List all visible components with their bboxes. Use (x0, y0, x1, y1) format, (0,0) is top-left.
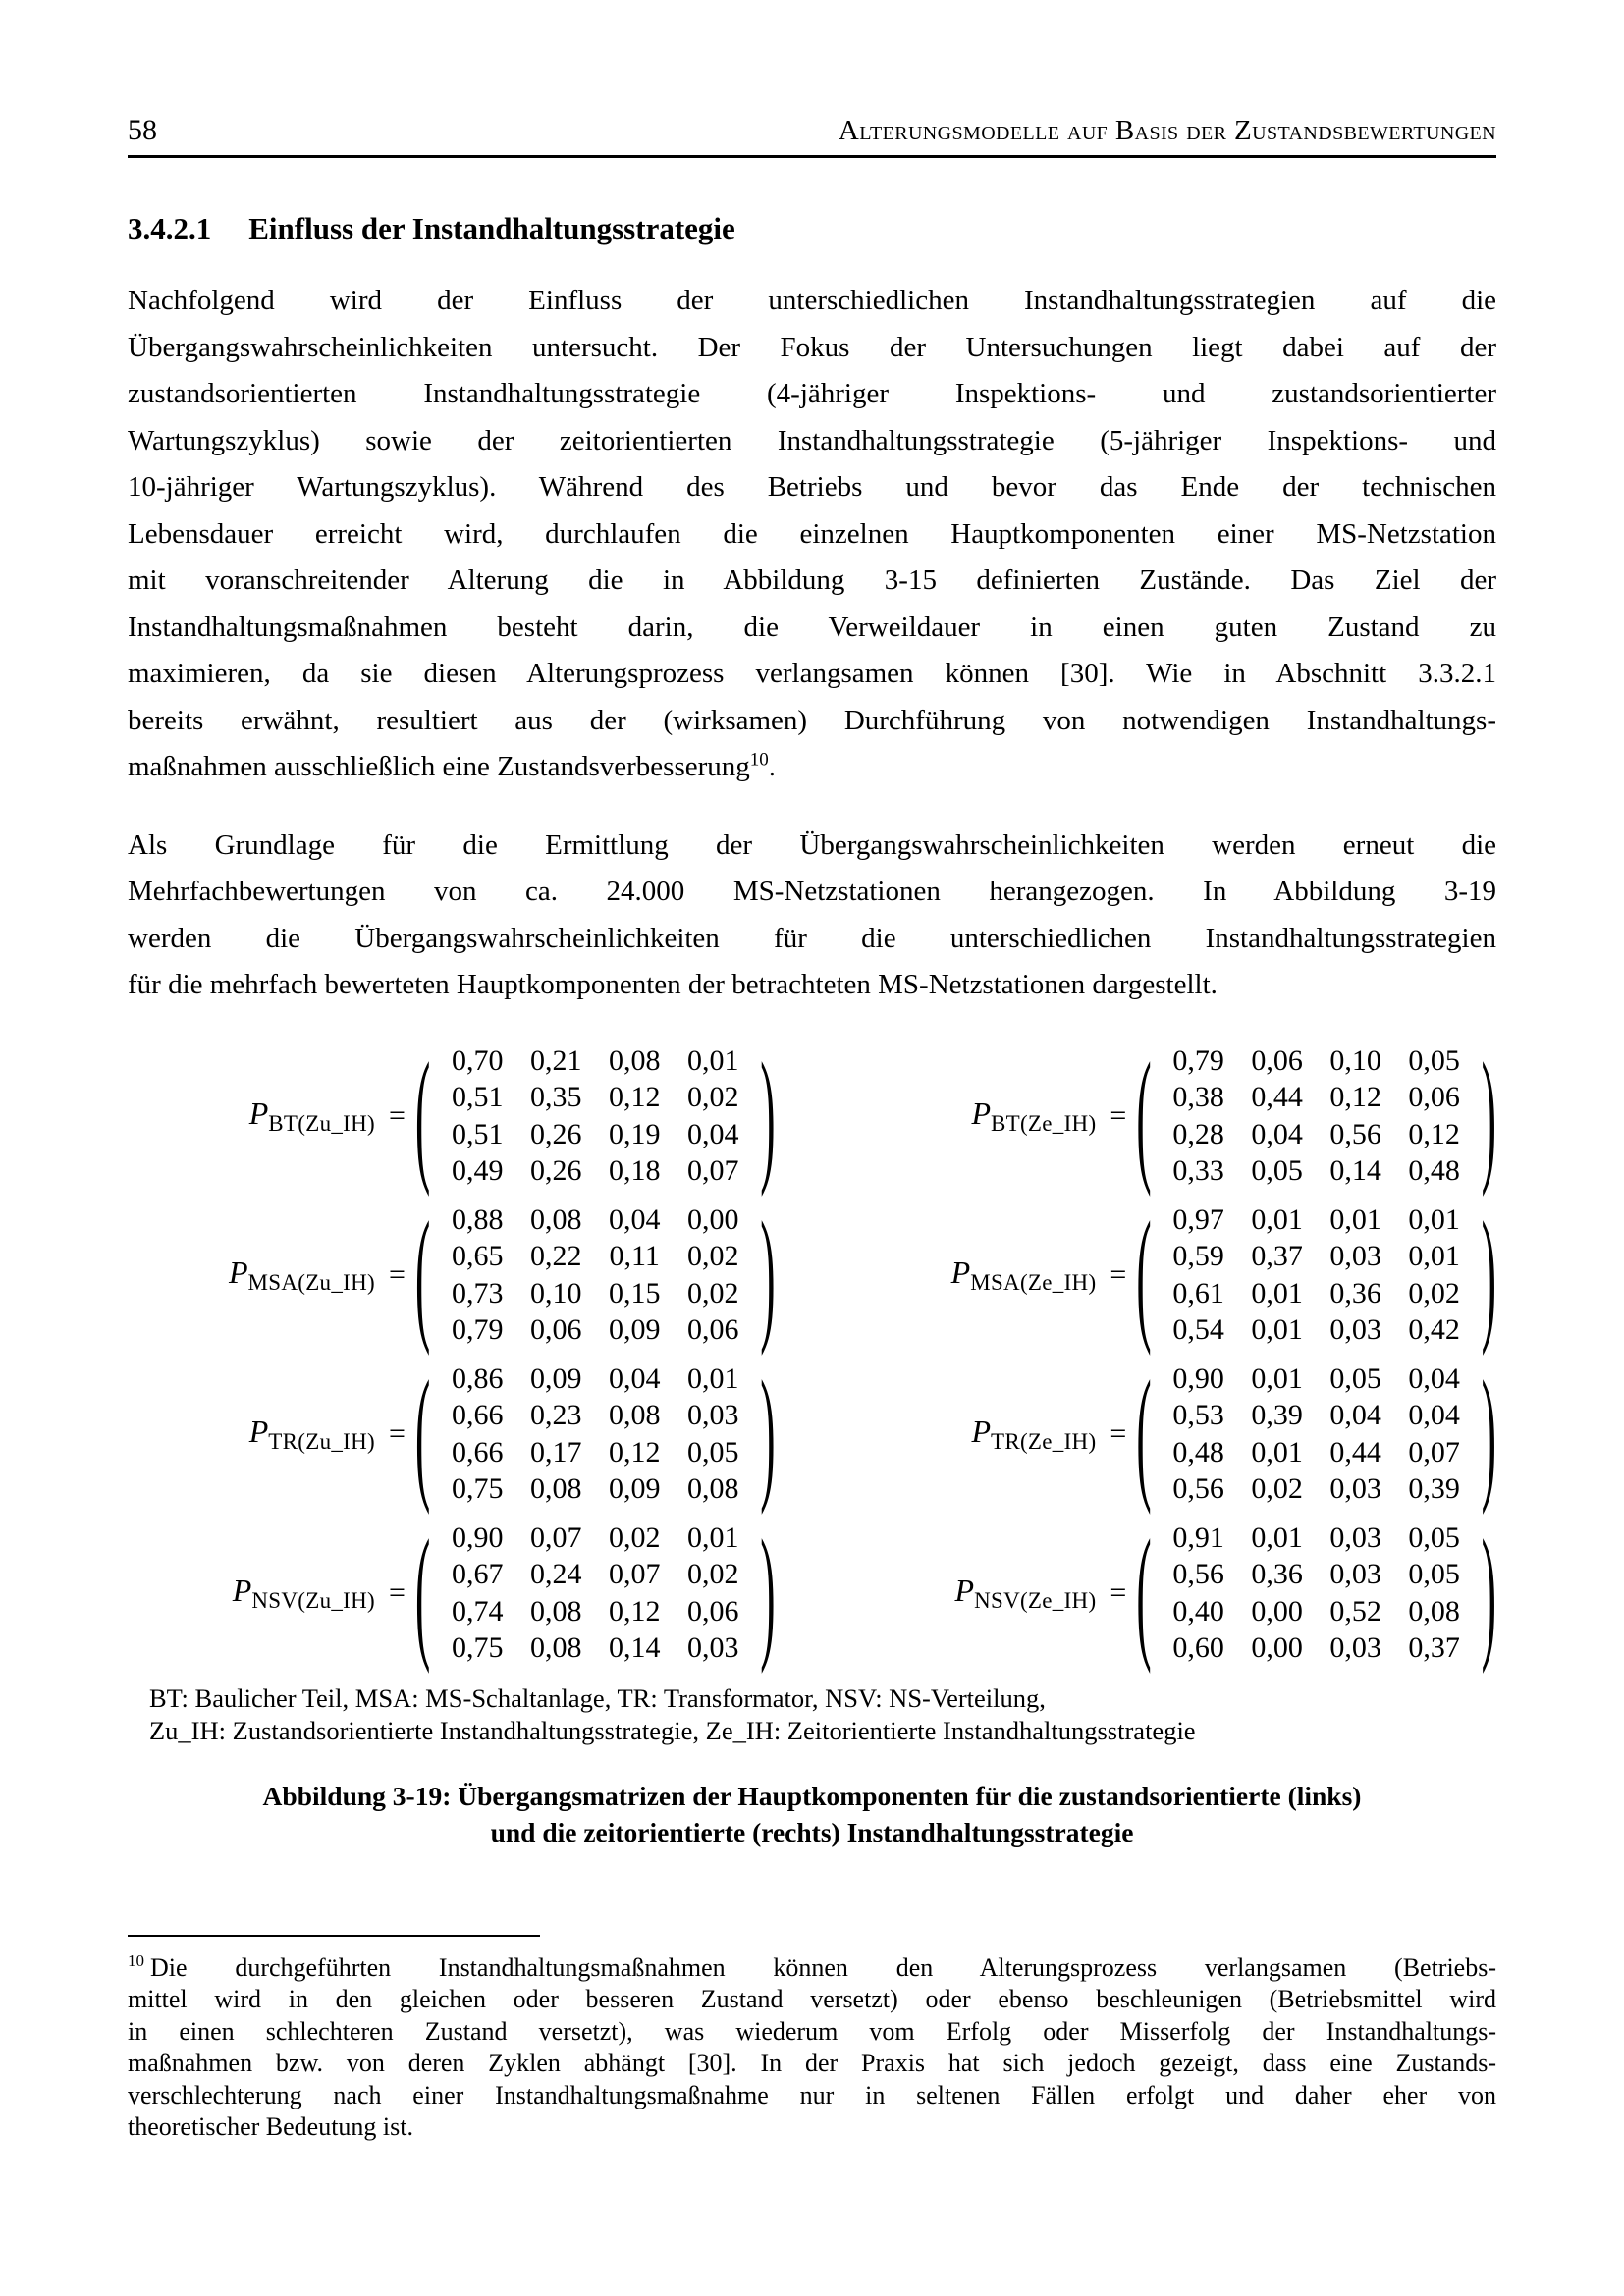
matrix-label (848, 1414, 1096, 1455)
matrix-label (128, 1573, 375, 1614)
equals-sign: = (389, 1257, 406, 1291)
matrix-cell: 0,61 (1172, 1276, 1224, 1309)
text-line: Übergangswahrscheinlichkeiten untersucht. Der Fokus der Untersuchungen liegt dabei auf der (128, 331, 1496, 363)
matrix-cell: 0,02 (609, 1521, 661, 1554)
right-paren: ) (1481, 1190, 1496, 1356)
matrix-cell: 0,05 (687, 1435, 739, 1468)
matrix-cell: 0,44 (1329, 1435, 1381, 1468)
matrix-cell: 0,35 (530, 1081, 582, 1113)
matrix-cell: 0,01 (1251, 1313, 1303, 1346)
text-line: maximieren, da sie diesen Alterungsprozess verlangsamen können [30]. Wie in Abschnitt 3.3.2.1 (128, 658, 1496, 689)
footnote-line: theoretischer Bedeutung ist. (128, 2112, 413, 2141)
matrix-cell: 0,01 (1408, 1240, 1460, 1272)
matrix-cells (1152, 1042, 1482, 1190)
text-line: 10-jähriger Wartungszyklus). Während des Betriebs und bevor das Ende der technischen (128, 471, 1496, 503)
matrix-cell: 0,12 (609, 1081, 661, 1113)
matrix-block (803, 1508, 1496, 1674)
matrix-cell: 0,02 (1251, 1472, 1303, 1505)
matrix-cell: 0,00 (687, 1202, 739, 1236)
text-line: Mehrfachbewertungen von ca. 24.000 MS-Netzstationen herangezogen. In Abbildung 3-19 (128, 876, 1496, 907)
matrix-cell: 0,10 (1329, 1043, 1381, 1077)
matrix-cells (1152, 1201, 1482, 1349)
matrix-subscript: BT(Ze_IH) (990, 1110, 1097, 1136)
figure-transition-matrices (128, 1031, 1496, 1674)
matrix-cell: 0,08 (609, 1043, 661, 1077)
left-paren: ( (1136, 1031, 1152, 1197)
footnote-line: verschlechterung nach einer Instandhaltungsmaßnahme nur in seltenen Fällen erfolgt und daher eher von (128, 2080, 1496, 2109)
matrix-cell: 0,54 (1172, 1313, 1224, 1346)
matrix-subscript: MSA(Ze_IH) (970, 1269, 1097, 1295)
matrix-cell: 0,40 (1172, 1594, 1224, 1628)
caption-line: und die zeitorientierte (rechts) Instandhaltungsstrategie (490, 1816, 1134, 1847)
matrix-cells (430, 1361, 760, 1508)
matrix-subscript: TR(Ze_IH) (990, 1428, 1097, 1454)
matrix-label (848, 1573, 1096, 1614)
footnote-separator (128, 1935, 540, 1937)
left-paren: ( (1136, 1190, 1152, 1356)
matrix (414, 1508, 776, 1674)
matrix-symbol: P (232, 1572, 252, 1608)
matrix (1136, 1190, 1496, 1356)
matrix-cell: 0,88 (452, 1202, 504, 1236)
matrix-block (128, 1349, 803, 1515)
left-paren: ( (1136, 1349, 1152, 1515)
matrix (1136, 1349, 1496, 1515)
matrix-cell: 0,01 (1251, 1202, 1303, 1236)
matrix-cell: 0,53 (1172, 1399, 1224, 1431)
matrix-cell: 0,24 (530, 1558, 582, 1590)
matrix-cell: 0,05 (1329, 1362, 1381, 1395)
matrix-cell: 0,23 (530, 1399, 582, 1431)
matrix-cells (430, 1042, 760, 1190)
matrix-cell: 0,36 (1251, 1558, 1303, 1590)
paragraph-2 (128, 823, 1496, 1009)
text-line: Wartungszyklus) sowie der zeitorientierten Instandhaltungsstrategie (5-jähriger Inspektions- und (128, 424, 1496, 456)
matrix-cell: 0,02 (1408, 1276, 1460, 1309)
matrix-cells (430, 1520, 760, 1667)
matrix-cell: 0,51 (452, 1117, 504, 1150)
text-line: zustandsorientierten Instandhaltungsstrategie (4-jähriger Inspektions- und zustandsorientierter (128, 378, 1496, 409)
matrix-cell: 0,17 (530, 1435, 582, 1468)
matrix-cell: 0,56 (1172, 1558, 1224, 1590)
matrix-cell: 0,03 (1329, 1472, 1381, 1505)
matrix-cell: 0,44 (1251, 1081, 1303, 1113)
matrix-cell: 0,65 (452, 1240, 504, 1272)
matrix-cell: 0,66 (452, 1435, 504, 1468)
matrix-cell: 0,03 (687, 1399, 739, 1431)
matrix-cell: 0,06 (1251, 1043, 1303, 1077)
matrix-cell: 0,04 (1251, 1117, 1303, 1150)
matrix-cell: 0,66 (452, 1399, 504, 1431)
matrix-block (803, 1031, 1496, 1197)
matrix-cell: 0,12 (1408, 1117, 1460, 1150)
matrix-cell: 0,12 (609, 1435, 661, 1468)
text-run: maßnahmen ausschließlich eine Zustandsverbesserung (128, 751, 750, 782)
text-line: Lebensdauer erreicht wird, durchlaufen die einzelnen Hauptkomponenten einer MS-Netzstation (128, 517, 1496, 550)
matrix-block (803, 1190, 1496, 1356)
matrix-label (128, 1414, 375, 1455)
matrix-symbol: P (971, 1413, 991, 1449)
matrix-cell: 0,06 (530, 1313, 582, 1346)
matrix-cell: 0,03 (687, 1631, 739, 1664)
matrix-cell: 0,48 (1172, 1435, 1224, 1468)
matrix-cell: 0,03 (1329, 1631, 1381, 1664)
matrix-cell: 0,22 (530, 1240, 582, 1272)
matrix-cell: 0,90 (1172, 1362, 1224, 1395)
matrix-cell: 0,37 (1251, 1240, 1303, 1272)
text-line: bereits erwähnt, resultiert aus der (wirksamen) Durchführung von notwendigen Instandhaltungs- (128, 704, 1496, 736)
matrix-label (848, 1255, 1096, 1296)
matrix-cell: 0,33 (1172, 1154, 1224, 1187)
left-paren: ( (414, 1349, 431, 1515)
footnote-line: in einen schlechteren Zustand versetzt), was wiederum vom Erfolg oder Misserfolg der Instandhaltungs- (128, 2016, 1496, 2046)
matrix-cell: 0,04 (609, 1362, 661, 1395)
caption-line: Abbildung 3-19: Übergangsmatrizen der Hauptkomponenten für die zustandsorientierte (links) (262, 1780, 1362, 1811)
matrix-cell: 0,39 (1251, 1399, 1303, 1431)
matrix-cell: 0,56 (1329, 1117, 1381, 1150)
matrix-cell: 0,06 (687, 1313, 739, 1346)
matrix-cell: 0,04 (1408, 1362, 1460, 1395)
matrix-subscript: TR(Zu_IH) (268, 1428, 375, 1454)
matrix-cell: 0,05 (1408, 1558, 1460, 1590)
matrix-cell: 0,38 (1172, 1081, 1224, 1113)
matrix-symbol: P (971, 1095, 991, 1131)
matrix-cell: 0,74 (452, 1594, 504, 1628)
matrix-cell: 0,08 (609, 1399, 661, 1431)
equals-sign: = (1110, 1416, 1127, 1450)
matrix-symbol: P (248, 1095, 269, 1131)
matrix-label (128, 1255, 375, 1296)
matrix (1136, 1508, 1496, 1674)
matrix-cell: 0,48 (1408, 1154, 1460, 1187)
matrix-block (803, 1349, 1496, 1515)
page-header (128, 0, 1496, 147)
matrix-cell: 0,01 (1251, 1521, 1303, 1554)
equals-sign: = (389, 1416, 406, 1450)
text-line (128, 744, 1496, 791)
matrix-block (128, 1031, 803, 1197)
matrix-cell: 0,59 (1172, 1240, 1224, 1272)
matrix-cell: 0,67 (452, 1558, 504, 1590)
figure-caption (128, 1778, 1496, 1850)
matrix-cell: 0,79 (452, 1313, 504, 1346)
footnote-reference: 10 (749, 749, 769, 771)
matrix-cell: 0,01 (687, 1043, 739, 1077)
matrix-symbol: P (950, 1254, 971, 1290)
matrix-cell: 0,08 (530, 1631, 582, 1664)
footnote-line: mittel wird in den gleichen oder besseren Zustand versetzt) oder ebenso beschleunigen (Betriebsmittel wird (128, 1985, 1496, 2013)
legend-line: BT: Baulicher Teil, MSA: MS-Schaltanlage, TR: Transformator, NSV: NS-Verteilung, (149, 1682, 1046, 1713)
legend-line: Zu_IH: Zustandsorientierte Instandhaltungsstrategie, Ze_IH: Zeitorientierte Instandhaltungsstrategie (149, 1716, 1196, 1745)
paragraph-1 (128, 278, 1496, 791)
page-number: 58 (128, 114, 157, 146)
matrix-cell: 0,02 (687, 1558, 739, 1590)
matrix-cell: 0,91 (1172, 1521, 1224, 1554)
matrix-symbol: P (228, 1254, 248, 1290)
matrix (1136, 1031, 1496, 1197)
matrix-cell: 0,08 (530, 1202, 582, 1236)
matrix-cell: 0,07 (1408, 1435, 1460, 1468)
matrix-cell: 0,01 (1329, 1202, 1381, 1236)
right-paren: ) (760, 1349, 776, 1515)
matrix-cell: 0,28 (1172, 1117, 1224, 1150)
matrix-cell: 0,06 (687, 1594, 739, 1628)
matrix-symbol: P (248, 1413, 269, 1449)
matrix-cell: 0,03 (1329, 1313, 1381, 1346)
equals-sign: = (1110, 1575, 1127, 1609)
text-line: Als Grundlage für die Ermittlung der Übergangswahrscheinlichkeiten werden erneut die (128, 828, 1496, 861)
matrix-cell: 0,04 (687, 1117, 739, 1150)
matrix-cell: 0,70 (452, 1043, 504, 1077)
matrix-cell: 0,18 (609, 1154, 661, 1187)
matrix-cell: 0,79 (1172, 1043, 1224, 1077)
left-paren: ( (414, 1190, 431, 1356)
right-paren: ) (760, 1031, 776, 1197)
right-paren: ) (1481, 1031, 1496, 1197)
left-paren: ( (414, 1508, 431, 1674)
footnote-10 (128, 1952, 1496, 2144)
matrix-cell: 0,26 (530, 1117, 582, 1150)
matrix-cell: 0,00 (1251, 1594, 1303, 1628)
matrix (414, 1349, 776, 1515)
matrix-cell: 0,04 (609, 1202, 661, 1236)
matrix-cell: 0,15 (609, 1276, 661, 1309)
matrix-cell: 0,75 (452, 1631, 504, 1664)
matrix-label (848, 1095, 1096, 1137)
matrix-subscript: NSV(Zu_IH) (251, 1587, 375, 1613)
matrix-cells (1152, 1361, 1482, 1508)
section-number: 3.4.2.1 (128, 211, 212, 245)
matrix-subscript: NSV(Ze_IH) (974, 1587, 1097, 1613)
matrix-cell: 0,73 (452, 1276, 504, 1309)
running-title: Alterungsmodelle auf Basis der Zustandsbewertungen (838, 115, 1496, 146)
right-paren: ) (1481, 1349, 1496, 1515)
matrix-cell: 0,01 (1408, 1202, 1460, 1236)
matrix-cell: 0,01 (1251, 1362, 1303, 1395)
matrix-cell: 0,08 (687, 1472, 739, 1505)
matrix-cell: 0,42 (1408, 1313, 1460, 1346)
matrix-cell: 0,07 (609, 1558, 661, 1590)
figure-legend (128, 1682, 1496, 1748)
matrix-cell: 0,37 (1408, 1631, 1460, 1664)
section-title: Einfluss der Instandhaltungsstrategie (248, 211, 735, 245)
matrix-cell: 0,00 (1251, 1631, 1303, 1664)
matrix-cell: 0,60 (1172, 1631, 1224, 1664)
matrix-cell: 0,14 (1329, 1154, 1381, 1187)
matrix-cell: 0,21 (530, 1043, 582, 1077)
matrix-cell: 0,08 (530, 1594, 582, 1628)
text-run: Die durchgeführten Instandhaltungsmaßnahmen können den Alterungsprozess verlangsamen (Betriebs- (150, 1952, 1496, 1982)
matrix-cell: 0,01 (1251, 1276, 1303, 1309)
matrix-label (128, 1095, 375, 1137)
matrix-cell: 0,08 (1408, 1594, 1460, 1628)
matrix-cell: 0,06 (1408, 1081, 1460, 1113)
matrix-cell: 0,49 (452, 1154, 504, 1187)
matrix-cell: 0,03 (1329, 1558, 1381, 1590)
matrix-cell: 0,14 (609, 1631, 661, 1664)
matrix-cell: 0,03 (1329, 1521, 1381, 1554)
matrix-cell: 0,04 (1329, 1399, 1381, 1431)
text-line: für die mehrfach bewerteten Hauptkomponenten der betrachteten MS-Netzstationen dargestellt. (128, 969, 1218, 1000)
matrix-cell: 0,19 (609, 1117, 661, 1150)
matrix-cell: 0,97 (1172, 1202, 1224, 1236)
matrix-subscript: MSA(Zu_IH) (247, 1269, 375, 1295)
matrix-cell: 0,51 (452, 1081, 504, 1113)
matrix-cell: 0,56 (1172, 1472, 1224, 1505)
matrix-cell: 0,05 (1408, 1521, 1460, 1554)
matrix-cell: 0,02 (687, 1081, 739, 1113)
matrix-cells (1152, 1520, 1482, 1667)
matrix-cell: 0,02 (687, 1240, 739, 1272)
matrix (414, 1031, 776, 1197)
matrix-cells (430, 1201, 760, 1349)
matrix-cell: 0,12 (609, 1594, 661, 1628)
matrix-cell: 0,39 (1408, 1472, 1460, 1505)
matrix-cell: 0,07 (530, 1521, 582, 1554)
equals-sign: = (1110, 1098, 1127, 1132)
matrix (414, 1190, 776, 1356)
right-paren: ) (760, 1190, 776, 1356)
text-line: werden die Übergangswahrscheinlichkeiten für die unterschiedlichen Instandhaltungsstrategien (128, 922, 1496, 954)
matrix-subscript: BT(Zu_IH) (268, 1110, 375, 1136)
equals-sign: = (389, 1098, 406, 1132)
matrix-cell: 0,11 (609, 1240, 660, 1272)
matrix-cell: 0,05 (1408, 1043, 1460, 1077)
right-paren: ) (760, 1508, 776, 1674)
matrix-cell: 0,07 (687, 1154, 739, 1187)
matrix-block (128, 1190, 803, 1356)
matrix-cell: 0,01 (687, 1521, 739, 1554)
equals-sign: = (389, 1575, 406, 1609)
matrix-symbol: P (954, 1572, 975, 1608)
matrix-cell: 0,09 (609, 1472, 661, 1505)
text-line: mit voranschreitender Alterung die in Abbildung 3-15 definierten Zustände. Das Ziel der (128, 564, 1496, 596)
matrix-block (128, 1508, 803, 1674)
matrix-cell: 0,12 (1329, 1081, 1381, 1113)
footnote-line (128, 1952, 1496, 1985)
text-line: Nachfolgend wird der Einfluss der unterschiedlichen Instandhaltungsstrategien auf die (128, 285, 1496, 316)
footnote-marker: 10 (128, 1950, 144, 1970)
matrix-cell: 0,03 (1329, 1240, 1381, 1272)
matrix-cell: 0,05 (1251, 1154, 1303, 1187)
left-paren: ( (414, 1031, 431, 1197)
matrix-cell: 0,90 (452, 1521, 504, 1554)
matrix-cell: 0,36 (1329, 1276, 1381, 1309)
left-paren: ( (1136, 1508, 1152, 1674)
matrix-cell: 0,52 (1329, 1594, 1381, 1628)
matrix-cell: 0,26 (530, 1154, 582, 1187)
matrix-cell: 0,86 (452, 1362, 504, 1395)
matrix-cell: 0,75 (452, 1472, 504, 1505)
right-paren: ) (1481, 1508, 1496, 1674)
equals-sign: = (1110, 1257, 1127, 1291)
matrix-cell: 0,09 (609, 1313, 661, 1346)
matrix-cell: 0,04 (1408, 1399, 1460, 1431)
footnote-line: maßnahmen bzw. von deren Zyklen abhängt [30]. In der Praxis hat sich jedoch gezeigt, dass eine Zustands- (128, 2049, 1496, 2077)
text-run: . (768, 751, 777, 782)
matrix-cell: 0,01 (687, 1362, 739, 1395)
header-rule (128, 155, 1496, 158)
matrix-cell: 0,02 (687, 1276, 739, 1309)
matrix-cell: 0,10 (530, 1276, 582, 1309)
matrix-cell: 0,09 (530, 1362, 582, 1395)
text-line: Instandhaltungsmaßnahmen besteht darin, die Verweildauer in einen guten Zustand zu (128, 611, 1496, 643)
section-heading (128, 211, 1496, 246)
matrix-cell: 0,01 (1251, 1435, 1303, 1468)
matrix-cell: 0,08 (530, 1472, 582, 1505)
